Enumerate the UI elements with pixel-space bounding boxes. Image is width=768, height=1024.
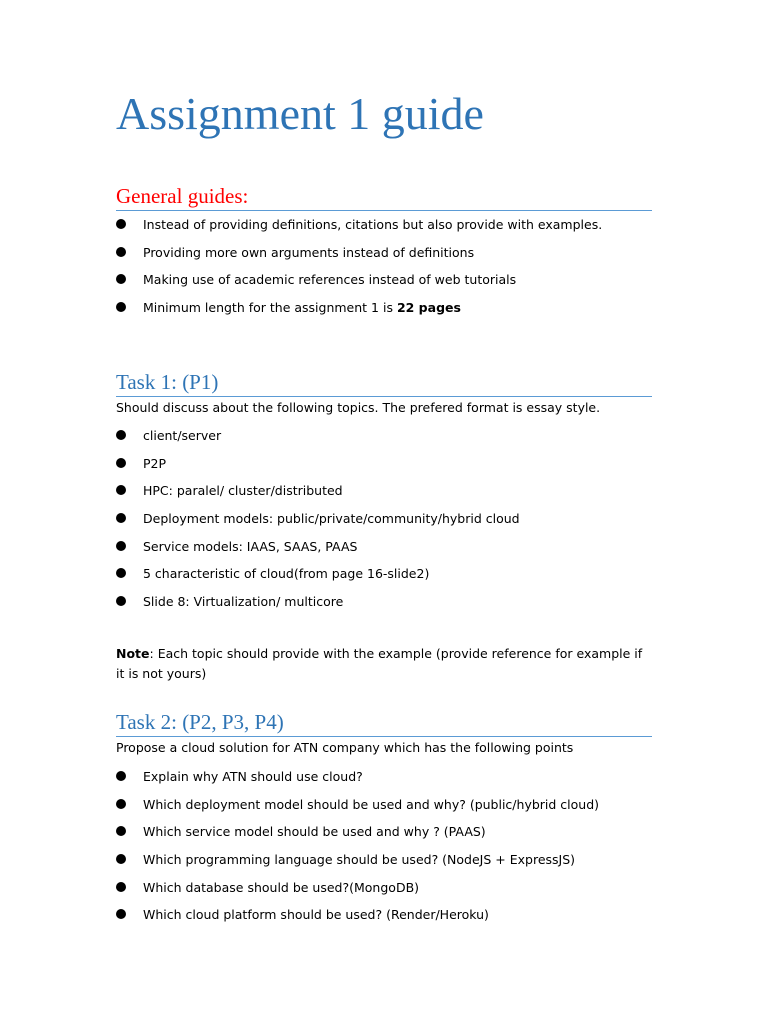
- task1-heading: Task 1: (P1): [116, 370, 652, 397]
- bullet-icon: [116, 854, 126, 864]
- bullet-icon: [116, 247, 126, 257]
- bullet-icon: [116, 219, 126, 229]
- bullet-icon: [116, 430, 126, 440]
- bullet-icon: [116, 458, 126, 468]
- bullet-icon: [116, 596, 126, 606]
- bullet-icon: [116, 485, 126, 495]
- bullet-icon: [116, 302, 126, 312]
- task2-intro: Propose a cloud solution for ATN company which has the following points: [116, 740, 574, 755]
- document-title: Assignment 1 guide: [116, 88, 484, 139]
- bullet-icon: [116, 568, 126, 578]
- bullet-icon: [116, 826, 126, 836]
- bullet-icon: [116, 513, 126, 523]
- task1-intro: Should discuss about the following topics. The prefered format is essay style.: [116, 400, 601, 415]
- bullet-icon: [116, 771, 126, 781]
- bullet-icon: [116, 274, 126, 284]
- min-length-value: 22 pages: [396, 300, 461, 316]
- bullet-icon: [116, 882, 126, 892]
- min-length-text: Minimum length for the assignment 1 is: [143, 300, 397, 316]
- task1-note: [116, 644, 646, 684]
- note-text: : Each topic should provide with the example (provide reference for example if it is not yours): [116, 646, 643, 681]
- document-page: Assignment 1 guide General guides: Instead of providing definitions, citations but also provide with examples. Providing more own arguments instead of definitions Making use of academic references instead of web tutorials Minimum length for the assignment 1 is 22 pages Task 1: (P1) Should discuss about the following topics. The prefered format is essay style. client/server P2P HPC: paralel/ cluster/distributed Deployment models: public/private/community/hybrid cloud Service models: IAAS, SAAS, PAAS 5 characteristic of cloud(from page 16-slide2) Slide 8: Virtualization/ multicore Note: Each topic should provide with the example (provide reference for example if it is not yours) Task 2: (P2, P3, P4) Propose a cloud solution for ATN company which has the following points Explain why ATN should use cloud? Which deployment model should be used and why? (public/hybrid cloud) Which service model should be used and why ? (PAAS) Which programming language should be used? (NodeJS + ExpressJS) Which database should be used?(MongoDB) Which cloud platform should be used? (Render/Heroku): [0, 0, 768, 1024]
- task2-heading: Task 2: (P2, P3, P4): [116, 710, 652, 737]
- note-label: Note: [116, 646, 150, 661]
- bullet-icon: [116, 541, 126, 551]
- general-guides-heading: General guides:: [116, 184, 652, 211]
- bullet-icon: [116, 799, 126, 809]
- bullet-icon: [116, 909, 126, 919]
